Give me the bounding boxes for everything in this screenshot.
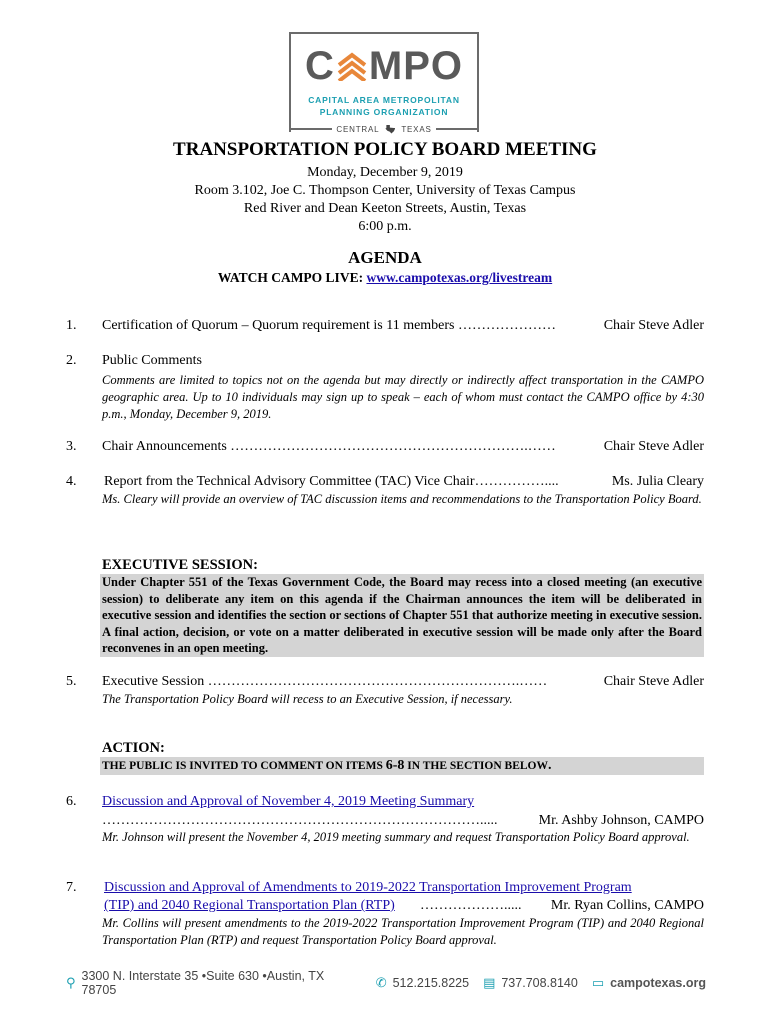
action-heading: ACTION: [102, 740, 165, 756]
watch-live-label: WATCH CAMPO LIVE: [217, 270, 367, 285]
item-6-dots: ………………………………………………………………………..... [102, 813, 498, 828]
meeting-time: 6:00 p.m. [358, 219, 412, 234]
divider [289, 128, 332, 130]
action-note-period: . [548, 758, 552, 773]
texas-icon [385, 125, 395, 134]
footer-address [66, 969, 362, 997]
item-1-text: Certification of Quorum – Quorum requirement is 11 members ………………… [102, 318, 557, 333]
monitor-icon: ▭ [591, 975, 605, 990]
item-4-presenter: Ms. Julia Cleary [611, 474, 704, 489]
location-pin-icon: ⚲ [66, 975, 76, 990]
item-6-description: Mr. Johnson will present the November 4, 2019 meeting summary and request Transportation Policy Board approval. [102, 830, 690, 844]
item-7-link-line-1[interactable]: Discussion and Approval of Amendments to 2019-2022 Transportation Improvement Program [104, 880, 632, 895]
campo-logo [289, 32, 479, 132]
logo-subtitle-1: CAPITAL AREA METROPOLITAN [308, 95, 460, 105]
item-7-description: Mr. Collins will present amendments to the 2019-2022 Transportation Improvement Program (TIP) and 2040 Regional Transportation Plan (RTP) and request Transportation Policy Board approval. [102, 916, 704, 947]
footer-fax-text: 737.708.8140 [501, 976, 578, 990]
fax-icon: ▤ [483, 975, 496, 990]
logo-region [289, 122, 479, 136]
item-5-text: Executive Session ………………………………………………………….…… [102, 674, 548, 689]
page-footer [66, 969, 706, 997]
item-7-presenter: Mr. Ryan Collins, CAMPO [550, 898, 704, 913]
divider [436, 128, 479, 130]
executive-session-notice: Under Chapter 551 of the Texas Government Code, the Board may recess into a closed meeting (an executive session) to deliberate any item on this agenda if the Chairman announces the item will be deliberated in executive session and identifies the section or sections of Chapter 551 that authorize meeting in executive session. A final action, decision, or vote on a matter deliberated in executive session will be made only after the Board reconvenes in an open meeting. [102, 575, 702, 655]
item-6-number: 6. [66, 794, 77, 809]
item-6-presenter: Mr. Ashby Johnson, CAMPO [538, 813, 704, 828]
item-5-number: 5. [66, 674, 77, 689]
action-note [100, 757, 704, 775]
action-note-text: THE PUBLIC IS INVITED TO COMMENT ON ITEMS [102, 760, 386, 772]
item-2-description: Comments are limited to topics not on the agenda but may directly or indirectly affect transportation in the CAMPO geographic area. Up to 10 individuals may sign up to speak – each of whom must contact the CAMPO office by 4:30 p.m., Monday, December 9, 2019. [102, 373, 704, 421]
footer-phone [376, 975, 469, 991]
item-4-number: 4. [66, 474, 77, 489]
page-title: TRANSPORTATION POLICY BOARD MEETING [173, 139, 597, 160]
footer-website-text: campotexas.org [610, 976, 706, 990]
agenda-heading: AGENDA [348, 248, 422, 267]
item-7-number: 7. [66, 880, 77, 895]
meeting-location-1: Room 3.102, Joe C. Thompson Center, University of Texas Campus [194, 183, 576, 198]
watch-live [0, 270, 770, 286]
action-note-items: 6-8 [385, 758, 405, 773]
item-7-dots: ………………..... [420, 898, 522, 913]
item-7-link-line-2[interactable]: (TIP) and 2040 Regional Transportation Plan (RTP) [104, 898, 395, 913]
item-2-number: 2. [66, 353, 77, 368]
item-4-text: Report from the Technical Advisory Committee (TAC) Vice Chair…………….... [104, 474, 559, 489]
logo-wordmark [291, 46, 477, 86]
logo-letter-c: C [304, 44, 335, 88]
chevron-logo-icon [335, 51, 369, 81]
item-3-number: 3. [66, 439, 77, 454]
footer-fax [483, 975, 578, 991]
item-1-number: 1. [66, 318, 77, 333]
item-2-text: Public Comments [102, 353, 202, 368]
meeting-date: Monday, December 9, 2019 [307, 165, 463, 180]
item-6-link[interactable]: Discussion and Approval of November 4, 2019 Meeting Summary [102, 794, 475, 809]
item-4-description: Ms. Cleary will provide an overview of TAC discussion items and recommendations to the Transportation Policy Board. [102, 492, 702, 506]
logo-region-left: CENTRAL [336, 124, 380, 134]
executive-session-heading: EXECUTIVE SESSION: [102, 557, 258, 573]
meeting-location-2: Red River and Dean Keeton Streets, Austin, Texas [243, 201, 527, 216]
logo-region-right: TEXAS [401, 124, 432, 134]
footer-website[interactable] [592, 975, 706, 991]
footer-address-text: 3300 N. Interstate 35 •Suite 630 •Austin, TX 78705 [81, 969, 325, 997]
item-5-description: The Transportation Policy Board will recess to an Executive Session, if necessary. [102, 692, 513, 706]
logo-subtitle-2: PLANNING ORGANIZATION [319, 107, 449, 117]
item-3-presenter: Chair Steve Adler [603, 439, 704, 454]
livestream-link[interactable]: www.campotexas.org/livestream [366, 270, 553, 285]
action-note-text-2: IN THE SECTION BELOW [404, 760, 548, 772]
item-3-text: Chair Announcements ……………………………………………………….…… [102, 439, 556, 454]
footer-phone-text: 512.215.8225 [392, 976, 470, 990]
phone-icon: ✆ [375, 975, 387, 990]
logo-letters-mpo: MPO [368, 44, 463, 88]
item-1-presenter: Chair Steve Adler [603, 318, 704, 333]
item-5-presenter: Chair Steve Adler [603, 674, 704, 689]
